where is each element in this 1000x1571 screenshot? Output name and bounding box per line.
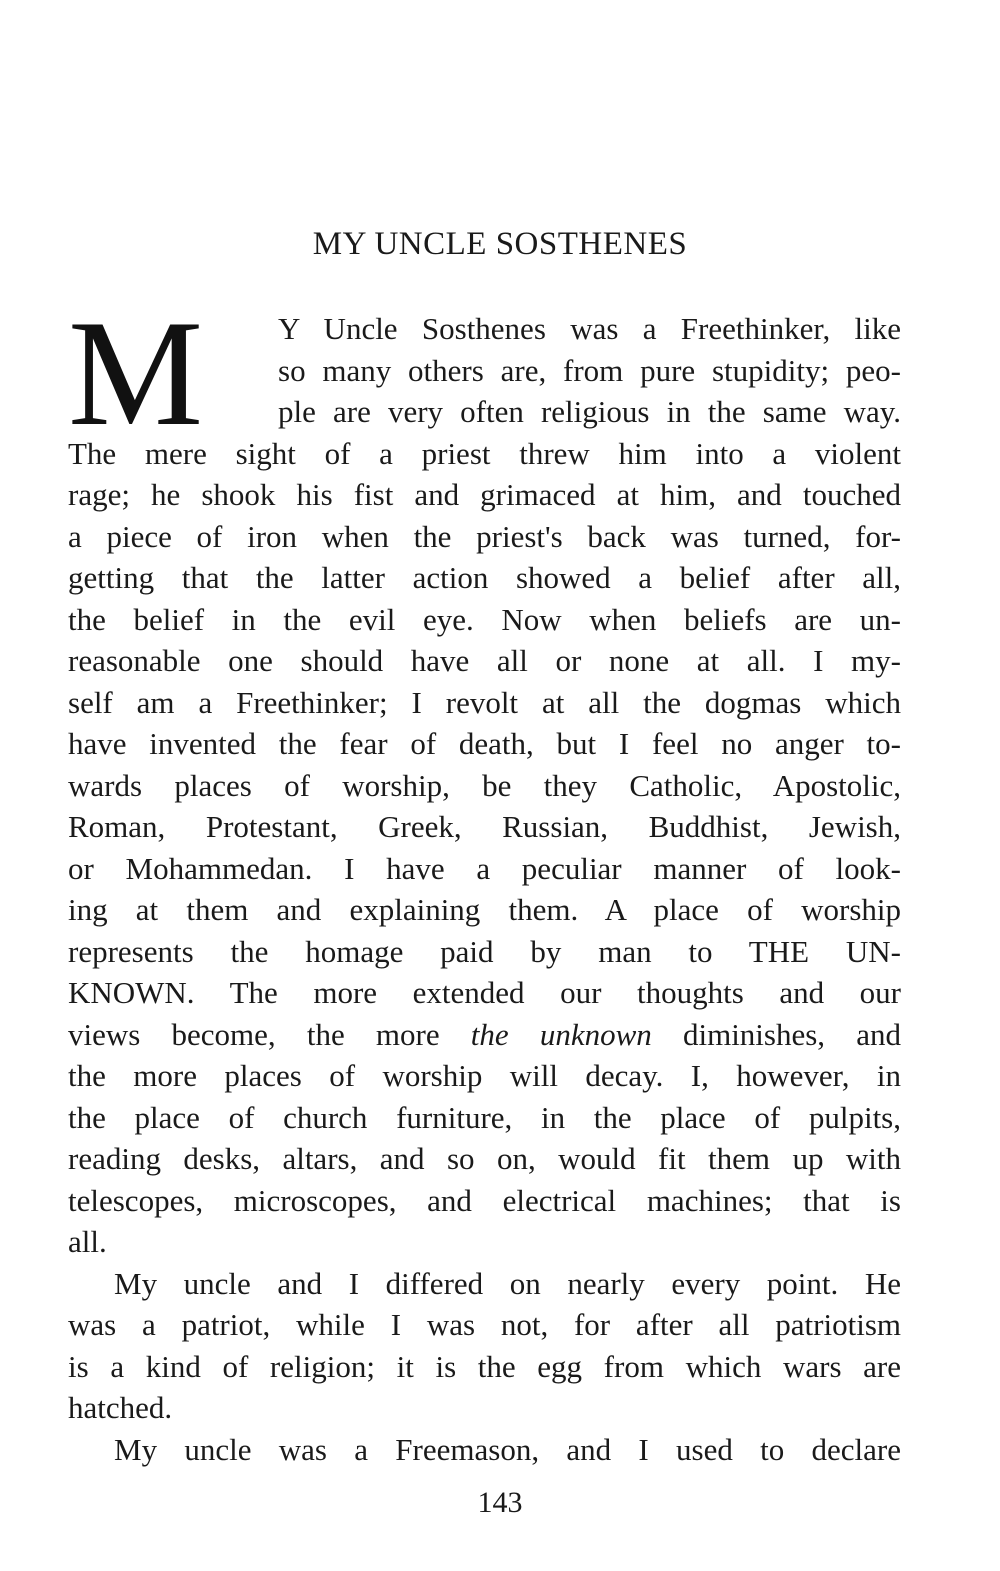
drop-cap: M xyxy=(68,289,204,457)
text-line: is a kind of religion; it is the egg from which wars are xyxy=(68,1348,901,1384)
text-line: My uncle was a Freemason, and I used to declare xyxy=(114,1431,901,1467)
text-line: getting that the latter action showed a belief after all, xyxy=(68,560,901,595)
text-line: have invented the fear of death, but I feel no anger to- xyxy=(68,726,901,761)
body-text xyxy=(68,289,902,1470)
text-line: ing at them and explaining them. A place of worship xyxy=(68,892,901,927)
text-line: telescopes, microscopes, and electrical machines; that is xyxy=(68,1182,901,1218)
text-line: The mere sight of a priest threw him into a violent xyxy=(68,435,901,471)
text-line: was a patriot, while I was not, for after all patriotism xyxy=(68,1307,901,1342)
text-segment: diminishes, and xyxy=(682,1016,902,1052)
text-line: My uncle and I differed on nearly every point. He xyxy=(114,1265,901,1301)
text-line: hatched. xyxy=(68,1390,173,1425)
text-line: the belief in the evil eye. Now when beliefs are un- xyxy=(68,601,901,637)
text-line: the place of church furniture, in the place of pulpits, xyxy=(68,1099,901,1135)
text-segment: views become, the more xyxy=(68,1016,440,1052)
text-line: reasonable one should have all or none at all. I my- xyxy=(68,643,901,678)
text-line: a piece of iron when the priest's back was turned, for- xyxy=(68,518,901,554)
text-line: KNOWN. The more extended our thoughts and our xyxy=(68,975,901,1010)
text-line: wards places of worship, be they Catholic, Apostolic, xyxy=(68,767,901,803)
text-line: self am a Freethinker; I revolt at all the dogmas which xyxy=(68,684,901,720)
text-line: ple are very often religious in the same way. xyxy=(278,394,901,429)
text-line: Y Uncle Sosthenes was a Freethinker, like xyxy=(278,311,901,346)
chapter-title: MY UNCLE SOSTHENES xyxy=(312,226,688,262)
text-line: the more places of worship will decay. I, however, in xyxy=(68,1058,901,1093)
text-line: represents the homage paid by man to THE UN- xyxy=(68,933,901,969)
text-line-with-italic xyxy=(68,1014,901,1056)
text-line: so many others are, from pure stupidity; peo- xyxy=(278,352,901,388)
text-line: all. xyxy=(68,1224,107,1259)
page-number: 143 xyxy=(477,1486,523,1519)
text-line: or Mohammedan. I have a peculiar manner of look- xyxy=(68,850,901,886)
italic-phrase: the unknown xyxy=(470,1016,652,1052)
text-line: Roman, Protestant, Greek, Russian, Buddhist, Jewish, xyxy=(68,809,901,844)
text-line: reading desks, altars, and so on, would fit them up with xyxy=(68,1141,901,1176)
text-line: rage; he shook his fist and grimaced at him, and touched xyxy=(68,477,901,512)
